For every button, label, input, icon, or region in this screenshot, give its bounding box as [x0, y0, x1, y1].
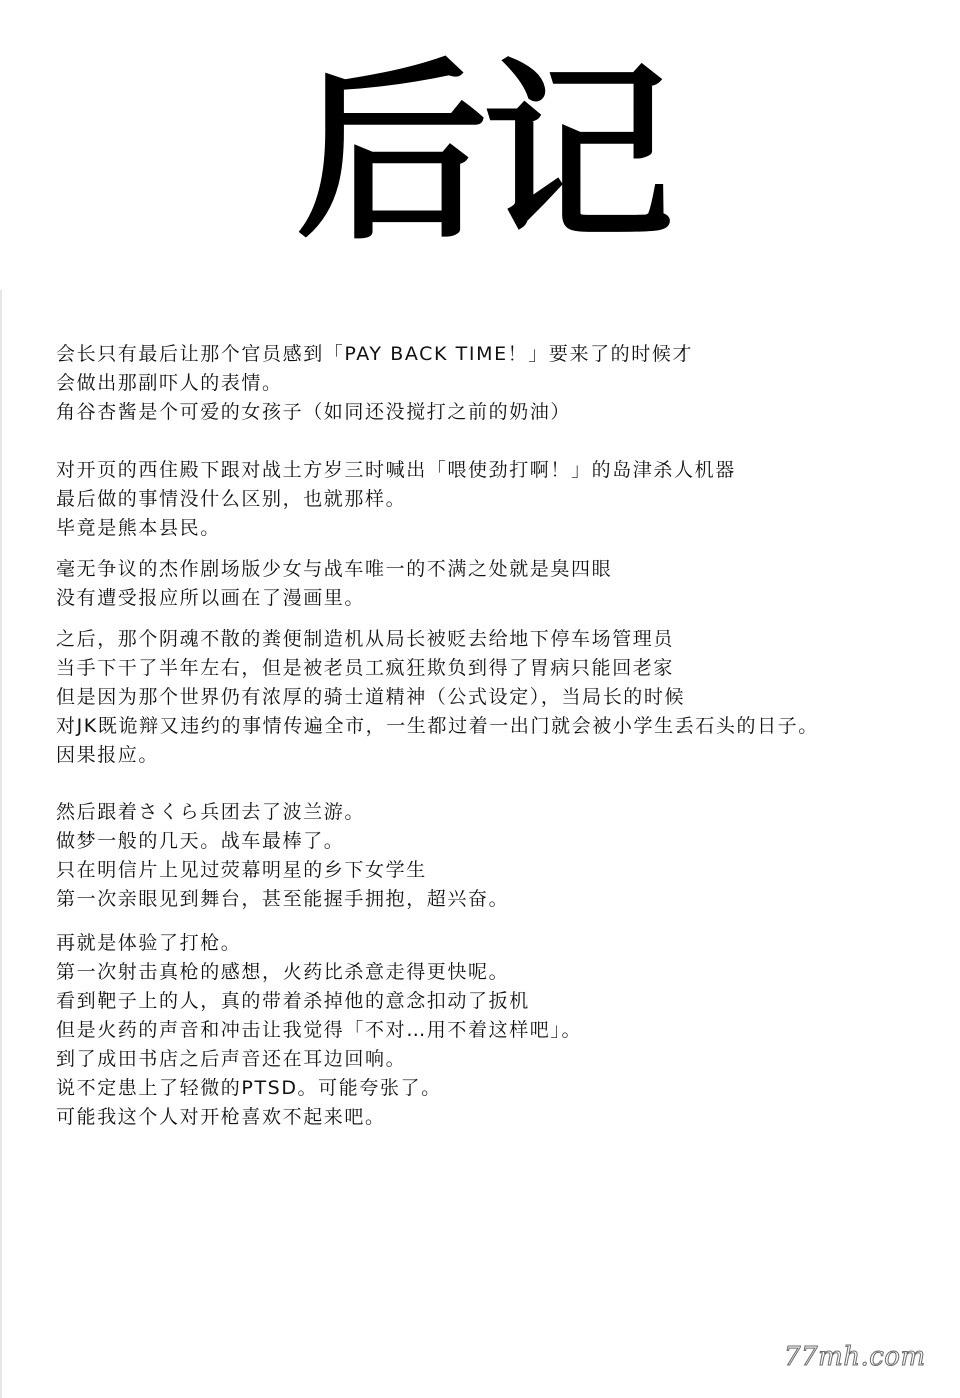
text-line: 第一次亲眼见到舞台，甚至能握手拥抱，超兴奋。	[56, 888, 510, 910]
paragraph-3	[56, 555, 946, 613]
text-line: 毕竟是熊本县民。	[56, 517, 221, 539]
text-line: 第一次射击真枪的感想，火药比杀意走得更快呢。	[56, 961, 510, 983]
text-line: 毫无争议的杰作剧场版少女与战车唯一的不满之处就是臭四眼	[56, 558, 613, 580]
text-line: 可能我这个人对开枪喜欢不起来吧。	[56, 1106, 386, 1128]
text-line: 对开页的西住殿下跟对战土方岁三时喊出「喂使劲打啊！」的岛津杀人机器	[56, 459, 736, 481]
text-line: 只在明信片上见过荧幕明星的乡下女学生	[56, 859, 427, 881]
text-line: 再就是体验了打枪。	[56, 932, 242, 954]
site-watermark: 77mh.com	[784, 1342, 926, 1372]
text-line: 因果报应。	[56, 744, 160, 766]
text-line: 会长只有最后让那个官员感到「PAY BACK TIME！」要来了的时候才	[56, 343, 694, 365]
text-line: 然后跟着さくら兵团去了波兰游。	[56, 801, 366, 823]
text-line: 当手下干了半年左右，但是被老员工疯狂欺负到得了胃病只能回老家	[56, 657, 675, 679]
paragraph-2	[56, 456, 946, 543]
text-line: 对JK既诡辩又违约的事情传遍全市，一生都过着一出门就会被小学生丢石头的日子。	[56, 715, 819, 737]
text-line: 没有遭受报应所以画在了漫画里。	[56, 587, 366, 609]
paragraph-5	[56, 798, 946, 914]
text-line: 之后，那个阴魂不散的粪便制造机从局长被贬去给地下停车场管理员	[56, 628, 675, 650]
text-line: 角谷杏酱是个可爱的女孩子（如同还没搅打之前的奶油）	[56, 401, 572, 423]
text-line: 但是因为那个世界仍有浓厚的骑士道精神（公式设定），当局长的时候	[56, 686, 686, 708]
paragraph-4	[56, 625, 946, 770]
page-edge-line	[0, 290, 2, 1398]
text-line: 说不定患上了轻微的PTSD。可能夸张了。	[56, 1077, 442, 1099]
text-line: 但是火药的声音和冲击让我觉得「不对…用不着这样吧」。	[56, 1019, 583, 1041]
text-line: 会做出那副吓人的表情。	[56, 372, 283, 394]
afterword-body	[56, 340, 946, 1132]
page-title: 后记	[296, 43, 668, 266]
text-line: 最后做的事情没什么区别，也就那样。	[56, 488, 407, 510]
paragraph-6	[56, 929, 946, 1132]
paragraph-1	[56, 340, 946, 427]
text-line: 做梦一般的几天。战车最棒了。	[56, 830, 345, 852]
text-line: 到了成田书店之后声音还在耳边回响。	[56, 1048, 407, 1070]
text-line: 看到靶子上的人，真的带着杀掉他的意念扣动了扳机	[56, 990, 530, 1012]
